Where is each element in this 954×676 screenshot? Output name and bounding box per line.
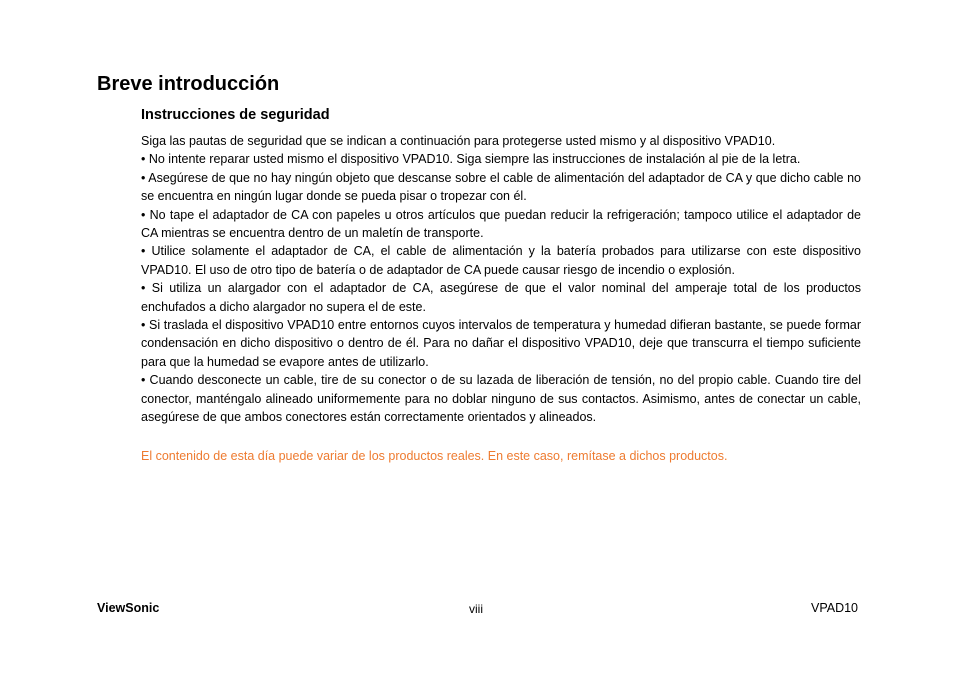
bullet-item: • Si utiliza un alargador con el adaptador de CA, asegúrese de que el valor nominal del amperaje total de los productos enchufados a dicho alargador no supera el de este.: [141, 281, 861, 314]
section-heading: Instrucciones de seguridad: [141, 107, 330, 123]
page-title: Breve introducción: [97, 73, 280, 95]
bullet-item: • No intente reparar usted mismo el dispositivo VPAD10. Siga siempre las instrucciones de instalación al pie de la letra.: [141, 152, 801, 167]
safety-instructions: [141, 132, 861, 427]
intro-paragraph: Siga las pautas de seguridad que se indican a continuación para protegerse usted mismo y al dispositivo VPAD10.: [141, 134, 776, 148]
footer-brand: ViewSonic: [97, 601, 160, 615]
bullet-item: • Cuando desconecte un cable, tire de su conector o de su lazada de liberación de tensión, no del propio cable. Cuando tire del conector, manténgalo alineado uniformemente para no doblar ninguno de sus contactos. Asimismo, antes de conectar un cable, asegúrese de que ambos conectores están correctamente orientados y alineados.: [141, 373, 861, 425]
bullet-item: • No tape el adaptador de CA con papeles u otros artículos que puedan reducir la refrigeración; tampoco utilice el adaptador de CA mientras se encuentra dentro de un maletín de transporte.: [141, 207, 861, 241]
bullet-item: • Si traslada el dispositivo VPAD10 entre entornos cuyos intervalos de temperatura y humedad difieran bastante, se puede formar condensación en dicho dispositivo o dentro de él. Para no dañar el dispositivo VPAD10, deje que transcurra el tiempo suficiente para que la humedad se evapore antes de utilizarlo.: [141, 318, 861, 369]
disclaimer-notice: El contenido de esta día puede variar de los productos reales. En este caso, remítase a dichos productos.: [141, 449, 728, 463]
footer-page-number: viii: [469, 602, 483, 616]
bullet-item: • Utilice solamente el adaptador de CA, el cable de alimentación y la batería probados para utilizarse con este dispositivo VPAD10. El uso de otro tipo de batería o de adaptador de CA puede causar riesgo de incendio o explosión.: [141, 244, 861, 277]
footer-model: VPAD10: [810, 601, 858, 615]
bullet-item: • Asegúrese de que no hay ningún objeto que descanse sobre el cable de alimentación del adaptador de CA y que dicho cable no se encuentra en ningún lugar donde se pueda pisar o tropezar con él.: [141, 170, 861, 204]
